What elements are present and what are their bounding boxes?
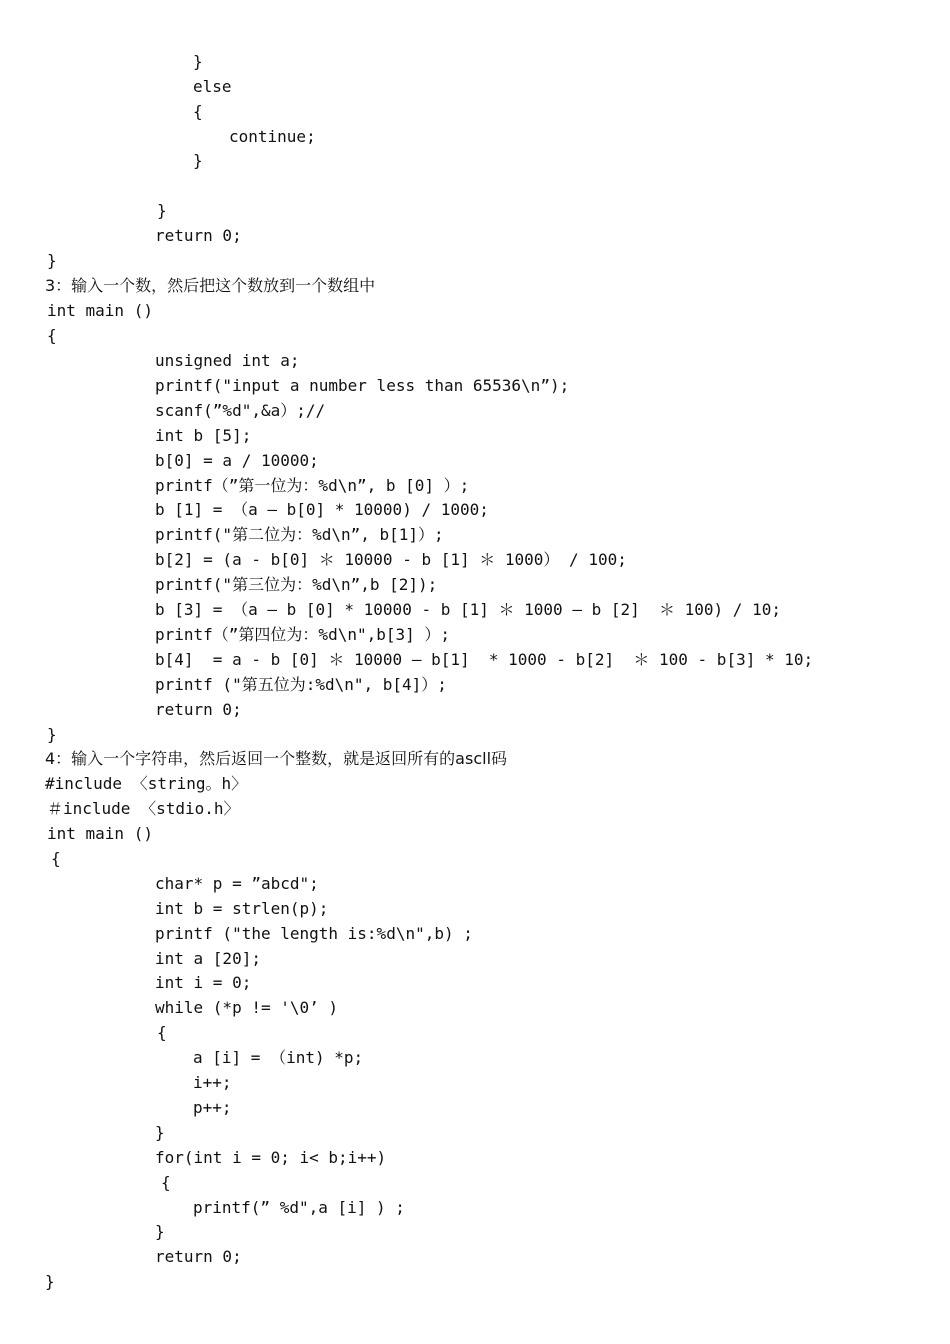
code-line: printf("第三位为：%d\n”,b [2]); <box>155 575 438 594</box>
section-heading-4: 4：输入一个字符串，然后返回一个整数，就是返回所有的ascll码 <box>45 749 508 768</box>
code-line: unsigned int a; <box>155 351 300 370</box>
code-line: } <box>155 1123 165 1142</box>
code-line: a [i] = （int) *p; <box>193 1048 364 1067</box>
code-line: printf("input a number less than 65536\n”); <box>155 376 570 395</box>
code-line: printf（”第四位为：%d\n",b[3] ）; <box>155 625 451 644</box>
code-line: else <box>193 77 232 96</box>
code-line: for(int i = 0; i< b;i++) <box>155 1148 387 1167</box>
code-line: int b [5]; <box>155 426 252 445</box>
code-line: } <box>47 725 57 744</box>
code-line: } <box>193 52 203 71</box>
code-line: int main () <box>47 301 153 320</box>
code-line: b [1] = （a — b[0] * 10000) / 1000; <box>155 500 489 519</box>
code-line: int a [20]; <box>155 949 261 968</box>
code-line: printf ("the length is:%d\n",b) ; <box>155 924 473 943</box>
code-line: int i = 0; <box>155 973 252 992</box>
code-line: } <box>193 151 203 170</box>
code-line: b [3] = （a — b [0] * 10000 - b [1] ＊ 1000 — b [2] ＊ 100) / 10; <box>155 600 781 619</box>
code-line: return 0; <box>155 226 242 245</box>
code-line: scanf(”%d",&a）;// <box>155 401 326 420</box>
code-line: { <box>157 1023 167 1042</box>
code-line: return 0; <box>155 700 242 719</box>
code-line: { <box>47 326 57 345</box>
code-line: } <box>45 1272 55 1291</box>
code-line: printf（”第一位为：%d\n”, b [0] ）; <box>155 476 470 495</box>
code-line: i++; <box>193 1073 232 1092</box>
code-line: b[4] = a - b [0] ＊ 10000 — b[1] * 1000 - b[2] ＊ 100 - b[3] * 10; <box>155 650 814 669</box>
code-line: #include 〈string。h〉 <box>45 774 248 793</box>
code-line: p++; <box>193 1098 232 1117</box>
code-line: { <box>193 102 203 121</box>
code-line: { <box>51 849 61 868</box>
code-line: printf(” %d",a [i] ) ; <box>193 1198 405 1217</box>
code-line: b[0] = a / 10000; <box>155 451 319 470</box>
code-line: continue; <box>229 127 316 146</box>
code-line: ＃include 〈stdio.h〉 <box>47 799 240 818</box>
code-line: printf ("第五位为:%d\n", b[4]）; <box>155 675 447 694</box>
section-heading-3: 3：输入一个数，然后把这个数放到一个数组中 <box>45 276 376 295</box>
code-line: } <box>47 251 57 270</box>
code-line: printf("第二位为：%d\n”, b[1]）; <box>155 525 444 544</box>
code-line: char* p = ”abcd"; <box>155 874 319 893</box>
code-line: while (*p != '\0’ ) <box>155 998 339 1017</box>
code-line: { <box>161 1173 171 1192</box>
code-line: } <box>155 1222 165 1241</box>
code-line: int main () <box>47 824 153 843</box>
code-line: b[2] = (a - b[0] ＊ 10000 - b [1] ＊ 1000） / 100; <box>155 550 627 569</box>
code-line: int b = strlen(p); <box>155 899 329 918</box>
code-line: return 0; <box>155 1247 242 1266</box>
code-line: } <box>157 201 167 220</box>
